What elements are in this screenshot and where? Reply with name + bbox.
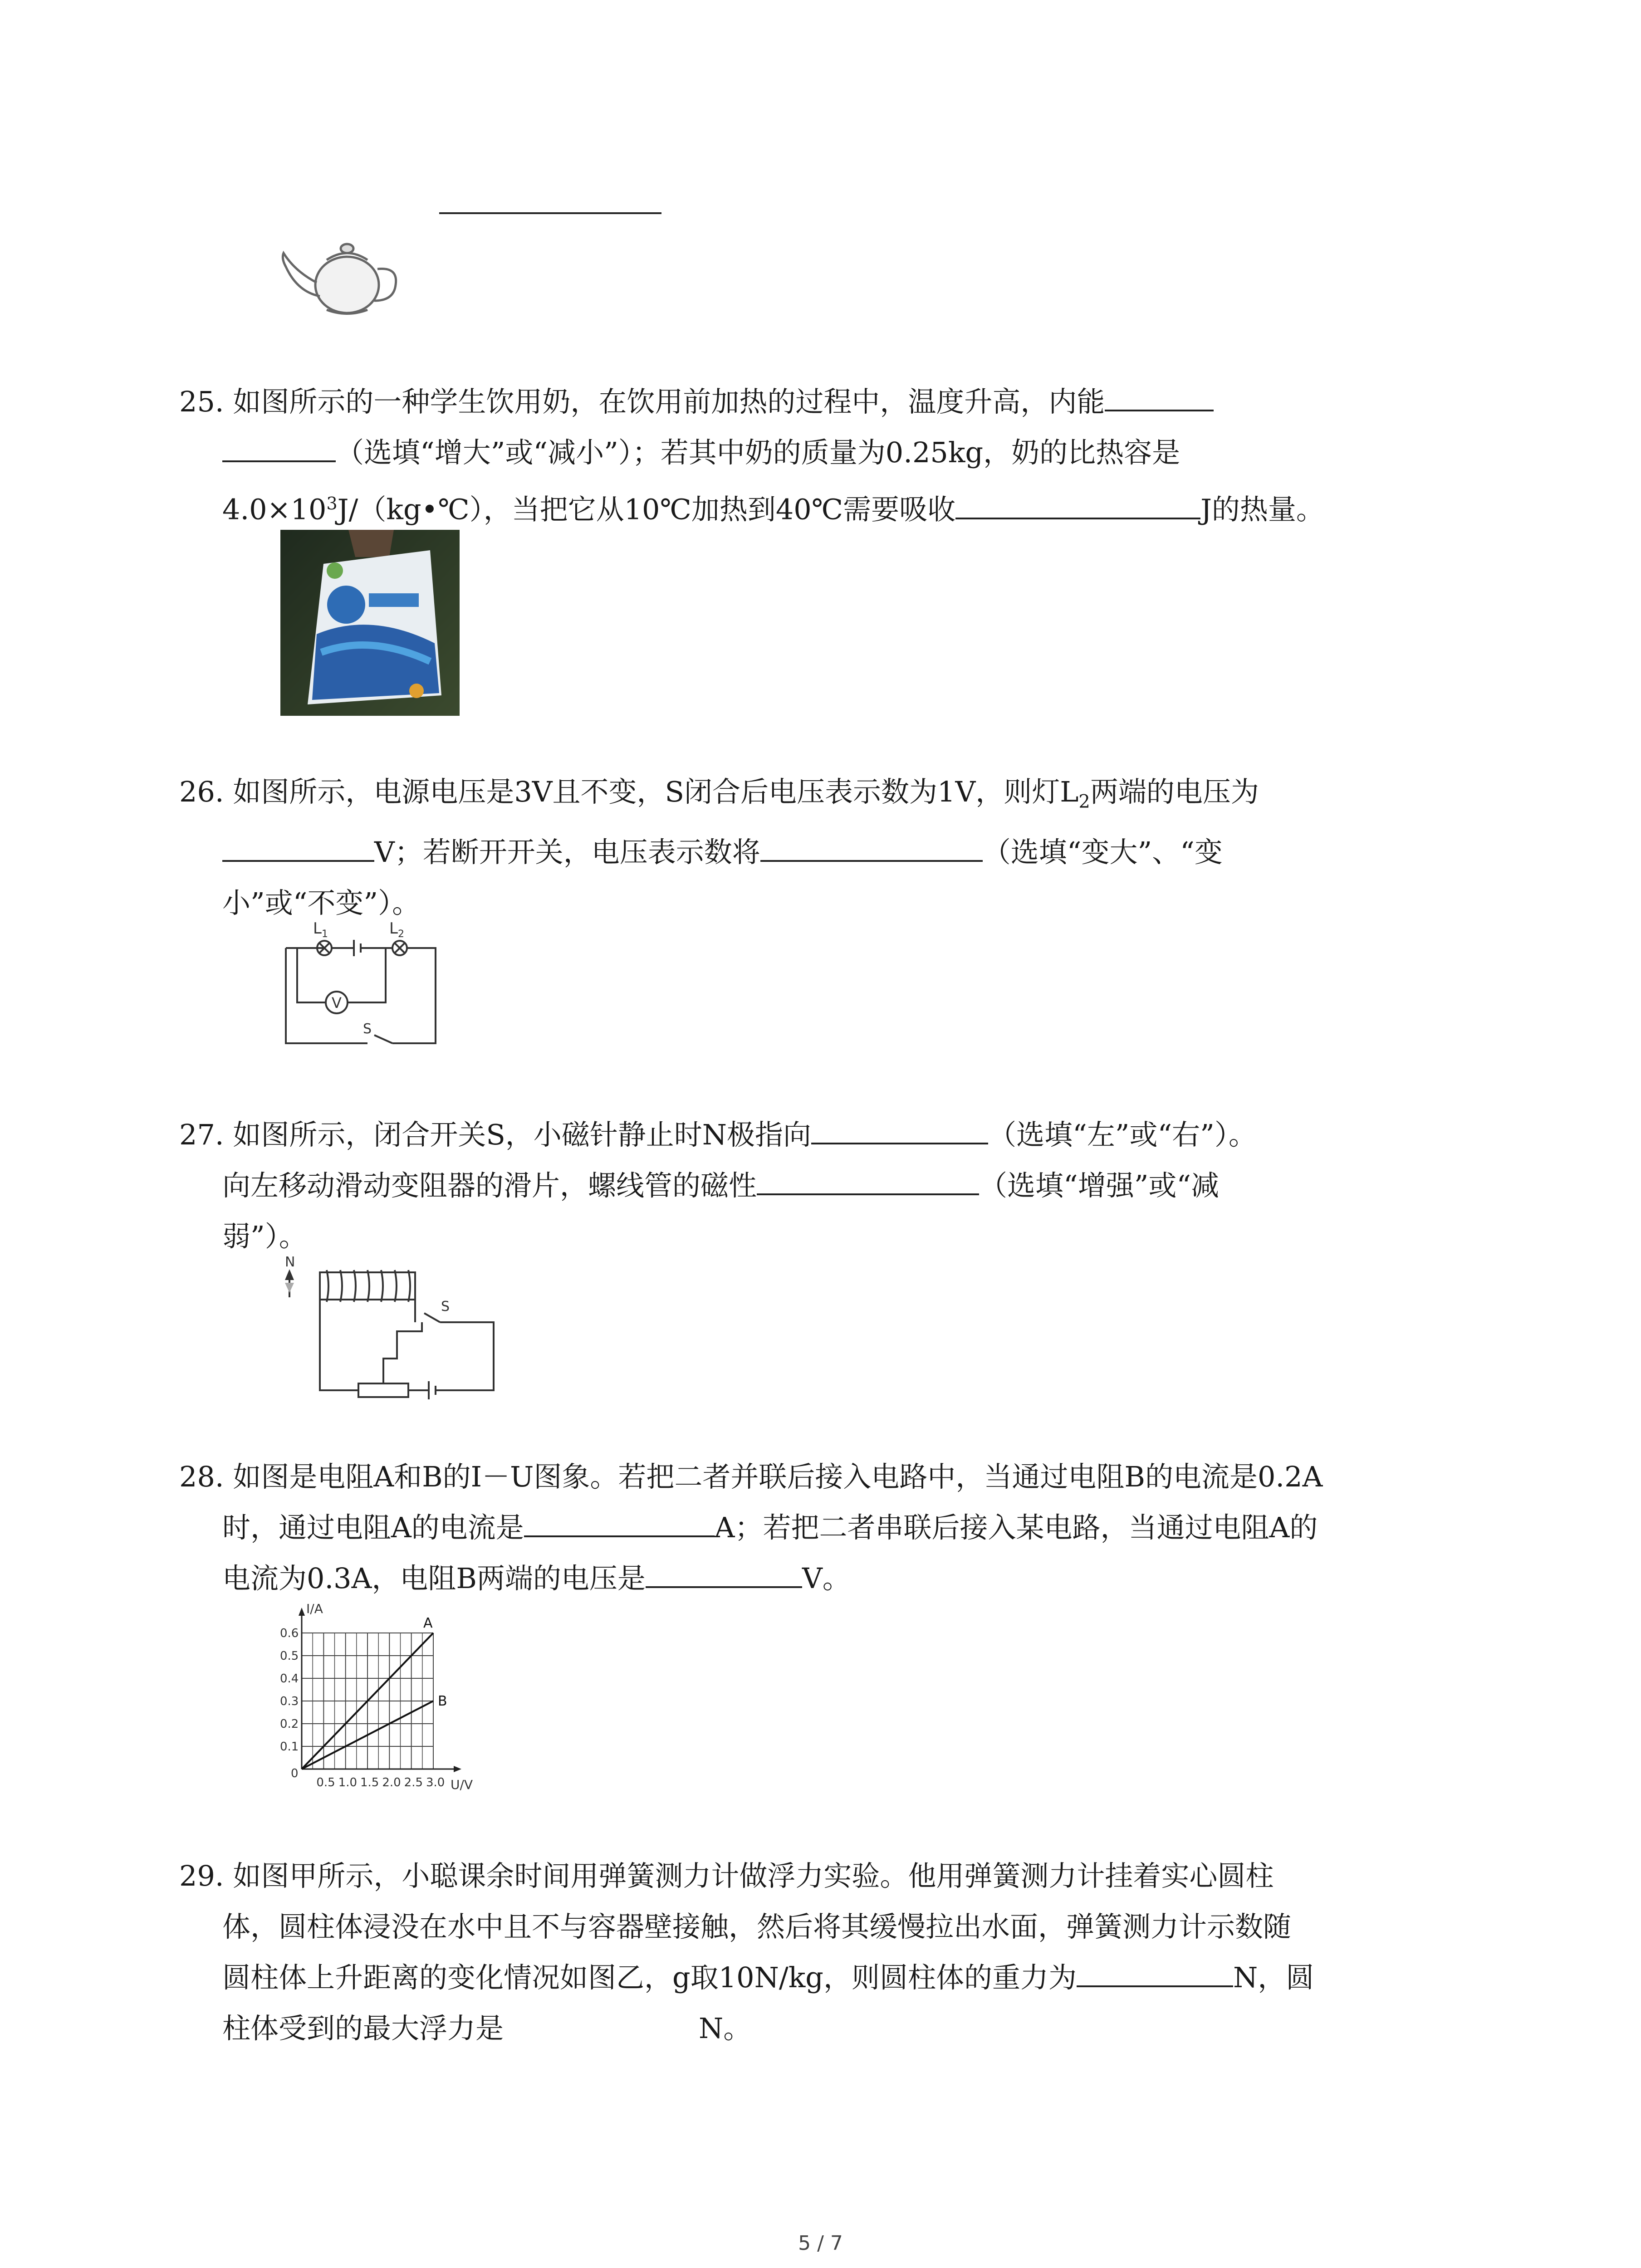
series-label-a: A	[423, 1615, 433, 1631]
x-tick-label: 3.0	[426, 1776, 445, 1789]
question-text: 两端的电压为	[1090, 775, 1259, 808]
question-text: 时，通过电阻A的电流是	[222, 1511, 524, 1544]
x-axis-label: U/V	[451, 1777, 473, 1792]
x-tick-label: 1.0	[338, 1776, 358, 1789]
label-l1: $L_1$	[313, 921, 328, 940]
x-axis-arrow	[454, 1766, 461, 1772]
label-switch: S	[441, 1299, 450, 1315]
question-text: 4.0×10	[222, 493, 327, 526]
question-26	[179, 767, 1465, 929]
question-text: 弱”）。	[222, 1220, 307, 1253]
answer-blank[interactable]	[222, 433, 336, 462]
answer-blank[interactable]	[222, 833, 374, 862]
question-text: 如图所示，电源电压是3V且不变，S闭合后电压表示数为1V，则灯L	[233, 775, 1079, 808]
question-text: （选填“增大”或“减小”）；若其中奶的质量为0.25kg，奶的比热容是	[336, 436, 1181, 469]
y-tick-label: 0.1	[280, 1740, 299, 1754]
question-text: N。	[699, 2012, 752, 2045]
y-tick-label: 0.2	[280, 1717, 299, 1731]
question-text: 如图所示，闭合开关S，小磁针静止时N极指向	[233, 1118, 812, 1151]
question-number: 27.	[179, 1118, 224, 1151]
y-tick-label: 0.3	[280, 1695, 299, 1708]
question-number: 25.	[179, 385, 224, 418]
question-25	[179, 376, 1465, 535]
series-label-b: B	[438, 1693, 447, 1709]
question-text: 电流为0.3A，电阻B两端的电压是	[222, 1562, 646, 1595]
label-switch: S	[363, 1021, 372, 1037]
top-answer-line	[439, 212, 661, 214]
question-text: J/（kg•℃），当把它从10℃加热到40℃需要吸收	[337, 493, 956, 526]
answer-blank[interactable]	[1105, 382, 1214, 411]
question-text: 向左移动滑动变阻器的滑片，螺线管的磁性	[222, 1169, 757, 1202]
answer-blank[interactable]	[646, 1559, 802, 1588]
question-text: （选填“变大”、“变	[982, 836, 1223, 869]
origin-label: 0	[291, 1767, 299, 1780]
label-voltmeter: V	[332, 994, 342, 1012]
question-number: 26.	[179, 775, 224, 808]
y-axis-arrow	[299, 1608, 305, 1616]
y-axis-label: I/A	[306, 1601, 323, 1616]
question-text: V。	[802, 1562, 851, 1595]
question-text: 柱体受到的最大浮力是	[222, 2012, 504, 2045]
superscript: 3	[326, 494, 338, 513]
question-text: 如图是电阻A和B的I－U图象。若把二者并联后接入电路中，当通过电阻B的电流是0.2A	[233, 1460, 1323, 1493]
question-text: 体，圆柱体浸没在水中且不与容器壁接触，然后将其缓慢拉出水面，弹簧测力计示数随	[222, 1910, 1292, 1943]
x-tick-label: 1.5	[360, 1776, 379, 1789]
question-text: V；若断开开关，电压表示数将	[374, 836, 760, 869]
label-l2: $L_2$	[389, 921, 404, 940]
question-text: 圆柱体上升距离的变化情况如图乙，g取10N/kg，则圆柱体的重力为	[222, 1961, 1077, 1994]
answer-blank[interactable]	[757, 1166, 979, 1195]
question-text: N，圆	[1233, 1961, 1314, 1994]
answer-blank[interactable]	[811, 1115, 988, 1144]
question-text: （选填“增强”或“减	[979, 1169, 1220, 1202]
milk-bag-photo	[280, 530, 460, 716]
y-tick-label: 0.6	[280, 1627, 299, 1640]
x-tick-label: 0.5	[316, 1776, 335, 1789]
label-north: N	[285, 1256, 295, 1270]
x-tick-label: 2.0	[382, 1776, 401, 1789]
x-tick-label: 2.5	[404, 1776, 423, 1789]
question-28	[179, 1452, 1465, 1604]
answer-blank[interactable]	[504, 2011, 699, 2038]
question-number: 28.	[179, 1460, 224, 1493]
page-number: 5 / 7	[798, 2232, 843, 2255]
subscript: 2	[1078, 791, 1090, 812]
answer-blank[interactable]	[760, 833, 983, 862]
question-29	[179, 1851, 1465, 2054]
y-tick-label: 0.5	[280, 1649, 299, 1663]
question-text: 如图甲所示，小聪课余时间用弹簧测力计做浮力实验。他用弹簧测力计挂着实心圆柱	[233, 1859, 1274, 1892]
answer-blank[interactable]	[1077, 1958, 1233, 1987]
circuit-diagram-q26	[272, 921, 445, 1052]
solenoid-circuit-q27	[277, 1256, 504, 1411]
iu-chart	[272, 1601, 508, 1796]
question-text: J的热量。	[1200, 493, 1324, 526]
answer-blank[interactable]	[524, 1508, 715, 1537]
question-27	[179, 1110, 1465, 1262]
question-text: （选填“左”或“右”）。	[988, 1118, 1257, 1151]
question-text: A；若把二者串联后接入某电路，当通过电阻A的	[714, 1511, 1318, 1544]
question-number: 29.	[179, 1859, 224, 1892]
teapot-image	[277, 217, 408, 326]
question-text: 小”或“不变”）。	[222, 886, 421, 920]
y-tick-label: 0.4	[280, 1672, 299, 1686]
question-text: 如图所示的一种学生饮用奶，在饮用前加热的过程中，温度升高，内能	[233, 385, 1105, 418]
answer-blank[interactable]	[955, 490, 1200, 519]
